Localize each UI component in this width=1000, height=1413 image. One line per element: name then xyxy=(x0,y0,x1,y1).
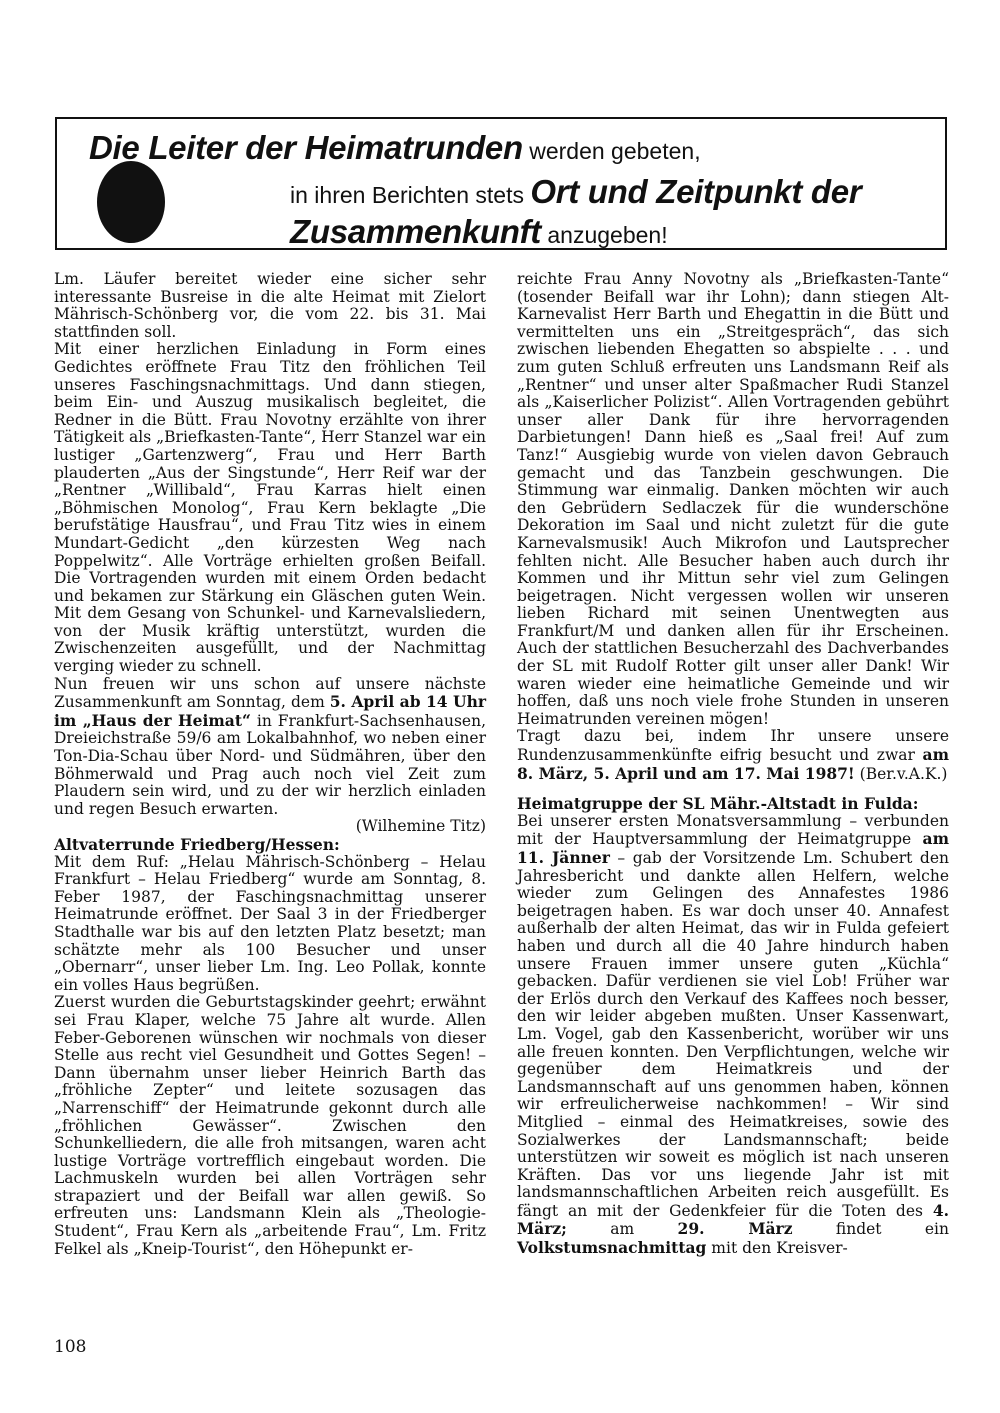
notice-line-1 xyxy=(89,129,701,167)
text-run: Tragt dazu bei, indem Ihr unsere unsere Rundenzusammenkünfte eifrig besucht und zwar xyxy=(517,727,949,765)
text-run: mit den Kreisver- xyxy=(706,1239,848,1258)
bold-text: Volkstumsnachmittag xyxy=(517,1238,707,1258)
notice-line2-bold: Ort und Zeitpunkt der xyxy=(530,173,862,210)
bold-text: am 11. Jänner xyxy=(517,829,949,867)
bold-text: am 8. März, 5. April und am 17. Mai 1987! xyxy=(517,745,949,783)
paragraph: Lm. Läufer bereitet wieder eine sicher sehr interessante Busreise in die alte Heimat mit Zielort Mährisch-Schönberg vor, die vom 22. bis 31. Mai stattfinden soll. xyxy=(54,270,486,341)
right-column xyxy=(517,271,949,1258)
paragraph xyxy=(517,728,949,783)
notice-line2-plain: in ihren Berichten stets xyxy=(290,182,531,208)
paragraph: reichte Frau Anny Novotny als „Briefkasten-Tante“ (tosender Beifall war ihr Lohn); dann stiegen Alt-Karnevalist Herr Barth und Ehegattin in die Bütt und vermittelten uns ein „Streitgespräch“, das sich zwischen liebenden Ehegatten so abspielte . . . und zum guten Schluß erfreuten uns Landsmann Reif als „Rentner“ und unser alter Spaßmacher Rudi Stanzel als „Kaiserlicher Polizist“. Allen Vortragenden gebührt unser aller Dank für ihre hervorragenden Darbietungen! Dann hieß es „Saal frei! Auf zum Tanz!“ Ausgiebig wurde von vielen davon Gebrauch gemacht und das Tanzbein geschwungen. Die Stimmung war einmalig. Danken möchten wir auch den Gebrüdern Sedlaczek für die wunderschöne Dekoration im Saal und nicht zuletzt für die gute Karnevalsmusik! Auch Mikrofon und Lautsprecher fehlten nicht. Alle Besucher haben auch durch ihr Kommen und ihr Mittun sehr viel zum Gelingen beigetragen. Nicht vergessen wollen wir unseren lieben Richard mit seinen Unentwegten aus Frankfurt/M und danken allen für ihr Erscheinen. Auch der stattlichen Besucherzahl des Dachverbandes der SL mit Rudolf Rotter gilt unser aller Dank! Wir waren wieder eine heimatliche Gemeinde und wir hoffen, daß uns noch viele frohe Stunden in unseren Heimatrunden vereinen mögen! xyxy=(517,270,949,728)
text-run: Nun freuen wir uns schon auf unsere nächste Zusammenkunft am Sonntag, dem xyxy=(54,674,486,712)
notice-line-2 xyxy=(290,173,861,211)
text-run: in Frankfurt-Sachsenhausen, Dreieichstraße 59/6 am Lokalbahnhof, wo neben einer Ton-Dia-Schau über Nord- und Südmähren, über den Böhmerwald und Prag auch noch viel Zeit zum Plaudern sein wird, und zu der wir herzlich einladen und regen Besuch erwarten. xyxy=(54,711,487,818)
paragraph: Mit einer herzlichen Einladung in Form eines Gedichtes eröffnete Frau Titz den fröhlichen Teil unseres Faschingsnachmittags. Und dann stiegen, beim Ein- und Auszug musikalisch begleitet, die Redner in die Bütt. Frau Novotny erzählte von ihrer Tätigkeit als „Briefkasten-Tante“, Herr Stanzel war ein lustiger „Gartenzwerg“, Frau und Herr Barth plauderten „Aus der Singstunde“, Herr Reif war der „Rentner „Willibald“, Frau Karras hielt einen „Böhmischen Monolog“, Frau Kern beklagte „Die berufstätige Hausfrau“, und Frau Titz wies in einem Mundart-Gedicht „den kürzesten Weg nach Poppelwitz“. Alle Vorträge erhielten großen Beifall. Die Vortragenden wurden mit einem Orden bedacht und bekamen zur Stärkung ein Gläschen guten Wein. Mit dem Gesang von Schunkel- und Karnevalsliedern, von der Musik kräftig unterstützt, wurden die Zwischenzeiten ausgefüllt, und der Nachmittag verging wieder zu schnell. xyxy=(54,340,486,676)
text-run: – gab der Vorsitzende Lm. Schubert den Jahresbericht und dankte allen Helfern, welche wieder zum Gelingen des Annafestes 1986 beigetragen haben. Es war doch unser 40. Annafest außerhalb der alten Heimat, das wir in Fulda gefeiert haben und durch all die 40 Jahre hindurch haben unsere Frauen immer unsere guten „Küchla“ gebacken. Dafür verdienen sie viel Lob! Früher war der Erlös durch den Verkauf des Kaffees noch besser, den wir leider abgeben mußten. Unser Kassenwart, Lm. Vogel, gab den Kassenbericht, worüber wir uns alle freuen konnten. Den Verpflichtungen, welche wir gegenüber dem Heimatkreis und der Landsmannschaft auf uns genommen haben, können wir erfreulicherweise nachkommen! – Wir sind Mitglied – einmal des Heimatkreises, sowie des Sozialwerkes der Landsmannschaft; beide unterstützen wir soweit es möglich ist nach unseren Kräften. Das vor uns liegende Jahr ist mit landsmannschaftlichen Arbeiten reich ausgefüllt. Es fängt an mit der Gedenkfeier für die Toten des xyxy=(517,849,949,1220)
notice-line1-bold: Die Leiter der Heimatrunden xyxy=(89,129,523,166)
bold-text: 5. April ab 14 Uhr im „Haus der Heimat“ xyxy=(54,692,486,730)
text-run: Bei unserer ersten Monatsversammlung – verbunden mit der Hauptversammlung der Heimatgruppe xyxy=(517,811,949,849)
bold-text: 4. März; xyxy=(517,1200,949,1239)
text-run: findet ein xyxy=(792,1220,949,1239)
paragraph xyxy=(54,676,486,819)
notice-line3-bold: Zusammenkunft xyxy=(290,213,541,250)
text-run: am xyxy=(566,1220,678,1239)
text-run: (Ber.v.A.K.) xyxy=(854,764,948,783)
signature: (Wilhemine Titz) xyxy=(355,817,486,836)
bullet-dot-icon xyxy=(97,161,165,243)
section-heading: Heimatgruppe der SL Mähr.-Altstadt in Fulda: xyxy=(517,794,919,814)
notice-line3-rest: anzugeben! xyxy=(540,222,668,248)
bold-text: 29. März xyxy=(677,1219,793,1239)
paragraph xyxy=(517,813,949,1258)
left-column xyxy=(54,271,486,1258)
notice-box xyxy=(55,117,947,250)
page-number: 108 xyxy=(54,1337,87,1357)
paragraph: Zuerst wurden die Geburtstagskinder geehrt; erwähnt sei Frau Klaper, welche 75 Jahre alt wurde. Allen Feber-Geborenen wünschen wir nochmals von dieser Stelle aus recht viel Gesundheit und Gottes Segen! – Dann übernahm unser lieber Heinrich Barth das „fröhliche Zepter“ und leitete sozusagen das „Narrenschiff“ der Heimatrunde gekonnt durch alle „fröhlichen Gewässer“. Zwischen den Schunkelliedern, die alle froh mitsangen, waren acht lustige Vorträge vortrefflich eingebaut worden. Die Lachmuskeln wurden bei allen Vorträgen sehr strapaziert und der Beifall war allen gewiß. So erfreuten uns: Landsmann Klein als „Theologie-Student“, Frau Kern als „arbeitende Frau“, Lm. Fritz Felkel als „Kneip-Tourist“, den Höhepunkt er- xyxy=(54,993,486,1258)
notice-line1-rest: werden gebeten, xyxy=(522,138,701,164)
notice-line-3 xyxy=(290,213,668,251)
paragraph: Mit dem Ruf: „Helau Mährisch-Schönberg – Helau Frankfurt – Helau Friedberg“ wurde am Sonntag, 8. Feber 1987, der Faschingsnachmittag unserer Heimatrunde eröffnet. Der Saal 3 in der Friedberger Stadthalle war bis auf den letzten Platz besetzt; man schätzte mehr als 100 Besucher und unser „Obernarr“, unser lieber Lm. Ing. Leo Pollak, konnte ein volles Haus begrüßen. xyxy=(54,852,486,994)
section-heading: Altvaterrunde Friedberg/Hessen: xyxy=(54,835,340,854)
